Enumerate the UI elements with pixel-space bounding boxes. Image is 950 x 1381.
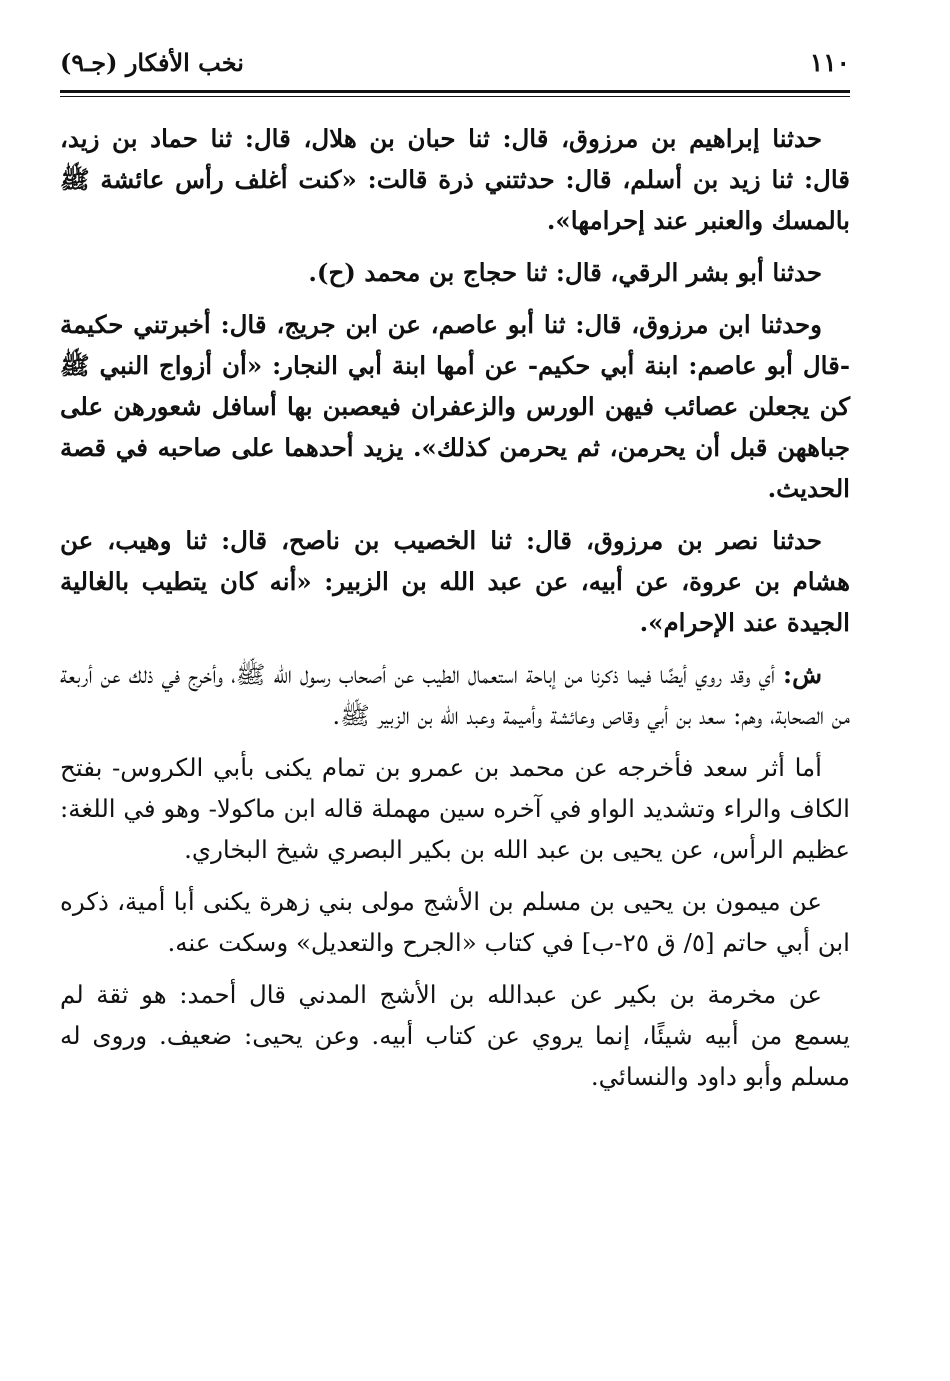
header-rule-thin: [60, 96, 850, 97]
commentary-text: أي وقد روي أيضًا فيما ذكرنا من إباحة استعمال الطيب عن أصحاب رسول الله ﷺ، وأخرج في ذلك عن أربعة من الصحابة، وهم: سعد بن أبي وقاص وعائشة وأميمة وعبد الله بن الزبير ﷺ.: [60, 660, 850, 730]
hadith-paragraph: حدثنا إبراهيم بن مرزوق، قال: ثنا حبان بن هلال، قال: ثنا حماد بن زيد، قال: ثنا زيد بن أسلم، قال: حدثتني ذرة قالت: «كنت أغلف رأس عائشة ﷺ بالمسك والعنبر عند إحرامها».: [60, 124, 850, 235]
book-page: [60, 40, 850, 1350]
commentary-paragraph: عن ميمون بن يحيى بن مسلم بن الأشج مولى بني زهرة يكنى أبا أمية، ذكره ابن أبي حاتم [٥/ ق ٢٥-ب] في كتاب «الجرح والتعديل» وسكت عنه.: [60, 887, 850, 957]
commentary-paragraph: عن مخرمة بن بكير عن عبدالله بن الأشج المدني قال أحمد: هو ثقة لم يسمع من أبيه شيئًا، إنما يروي عن كتاب أبيه. وعن يحيى: ضعيف. وروى له مسلم وأبو داود والنسائي.: [60, 980, 850, 1091]
page-number: ١١٠: [809, 48, 850, 77]
hadith-paragraph: وحدثنا ابن مرزوق، قال: ثنا أبو عاصم، عن ابن جريج، قال: أخبرتني حكيمة -قال أبو عاصم: ابنة أبي حكيم- عن أمها ابنة أبي النجار: «أن أزواج النبي ﷺ كن يجعلن عصائب فيهن الورس والزعفران فيعصبن بها أسافل شعورهن على جباههن قبل أن يحرمن، ثم يحرمن كذلك». يزيد أحدهما على صاحبه في قصة الحديث.: [60, 310, 850, 503]
hadith-paragraph: حدثنا أبو بشر الرقي، قال: ثنا حجاج بن محمد (ح).: [308, 258, 822, 287]
commentary-paragraph: أما أثر سعد فأخرجه عن محمد بن عمرو بن تمام يكنى بأبي الكروس- بفتح الكاف والراء وتشديد الواو في آخره سين مهملة قاله ابن ماكولا- وهو في اللغة: عظيم الرأس، عن يحيى بن عبد الله بن بكير البصري شيخ البخاري.: [60, 753, 850, 864]
header-rule-thick: [60, 90, 850, 93]
main-text: [60, 118, 850, 1108]
page-header: [60, 40, 850, 88]
commentary-marker: ش:: [783, 660, 822, 689]
running-title: نخب الأفكار (جـ٩): [60, 48, 244, 77]
hadith-paragraph: حدثنا نصر بن مرزوق، قال: ثنا الخصيب بن ناصح، قال: ثنا وهيب، عن هشام بن عروة، عن أبيه، عن عبد الله بن الزبير: «أنه كان يتطيب بالغالية الجيدة عند الإحرام».: [60, 526, 850, 637]
commentary-paragraph: [60, 654, 850, 736]
